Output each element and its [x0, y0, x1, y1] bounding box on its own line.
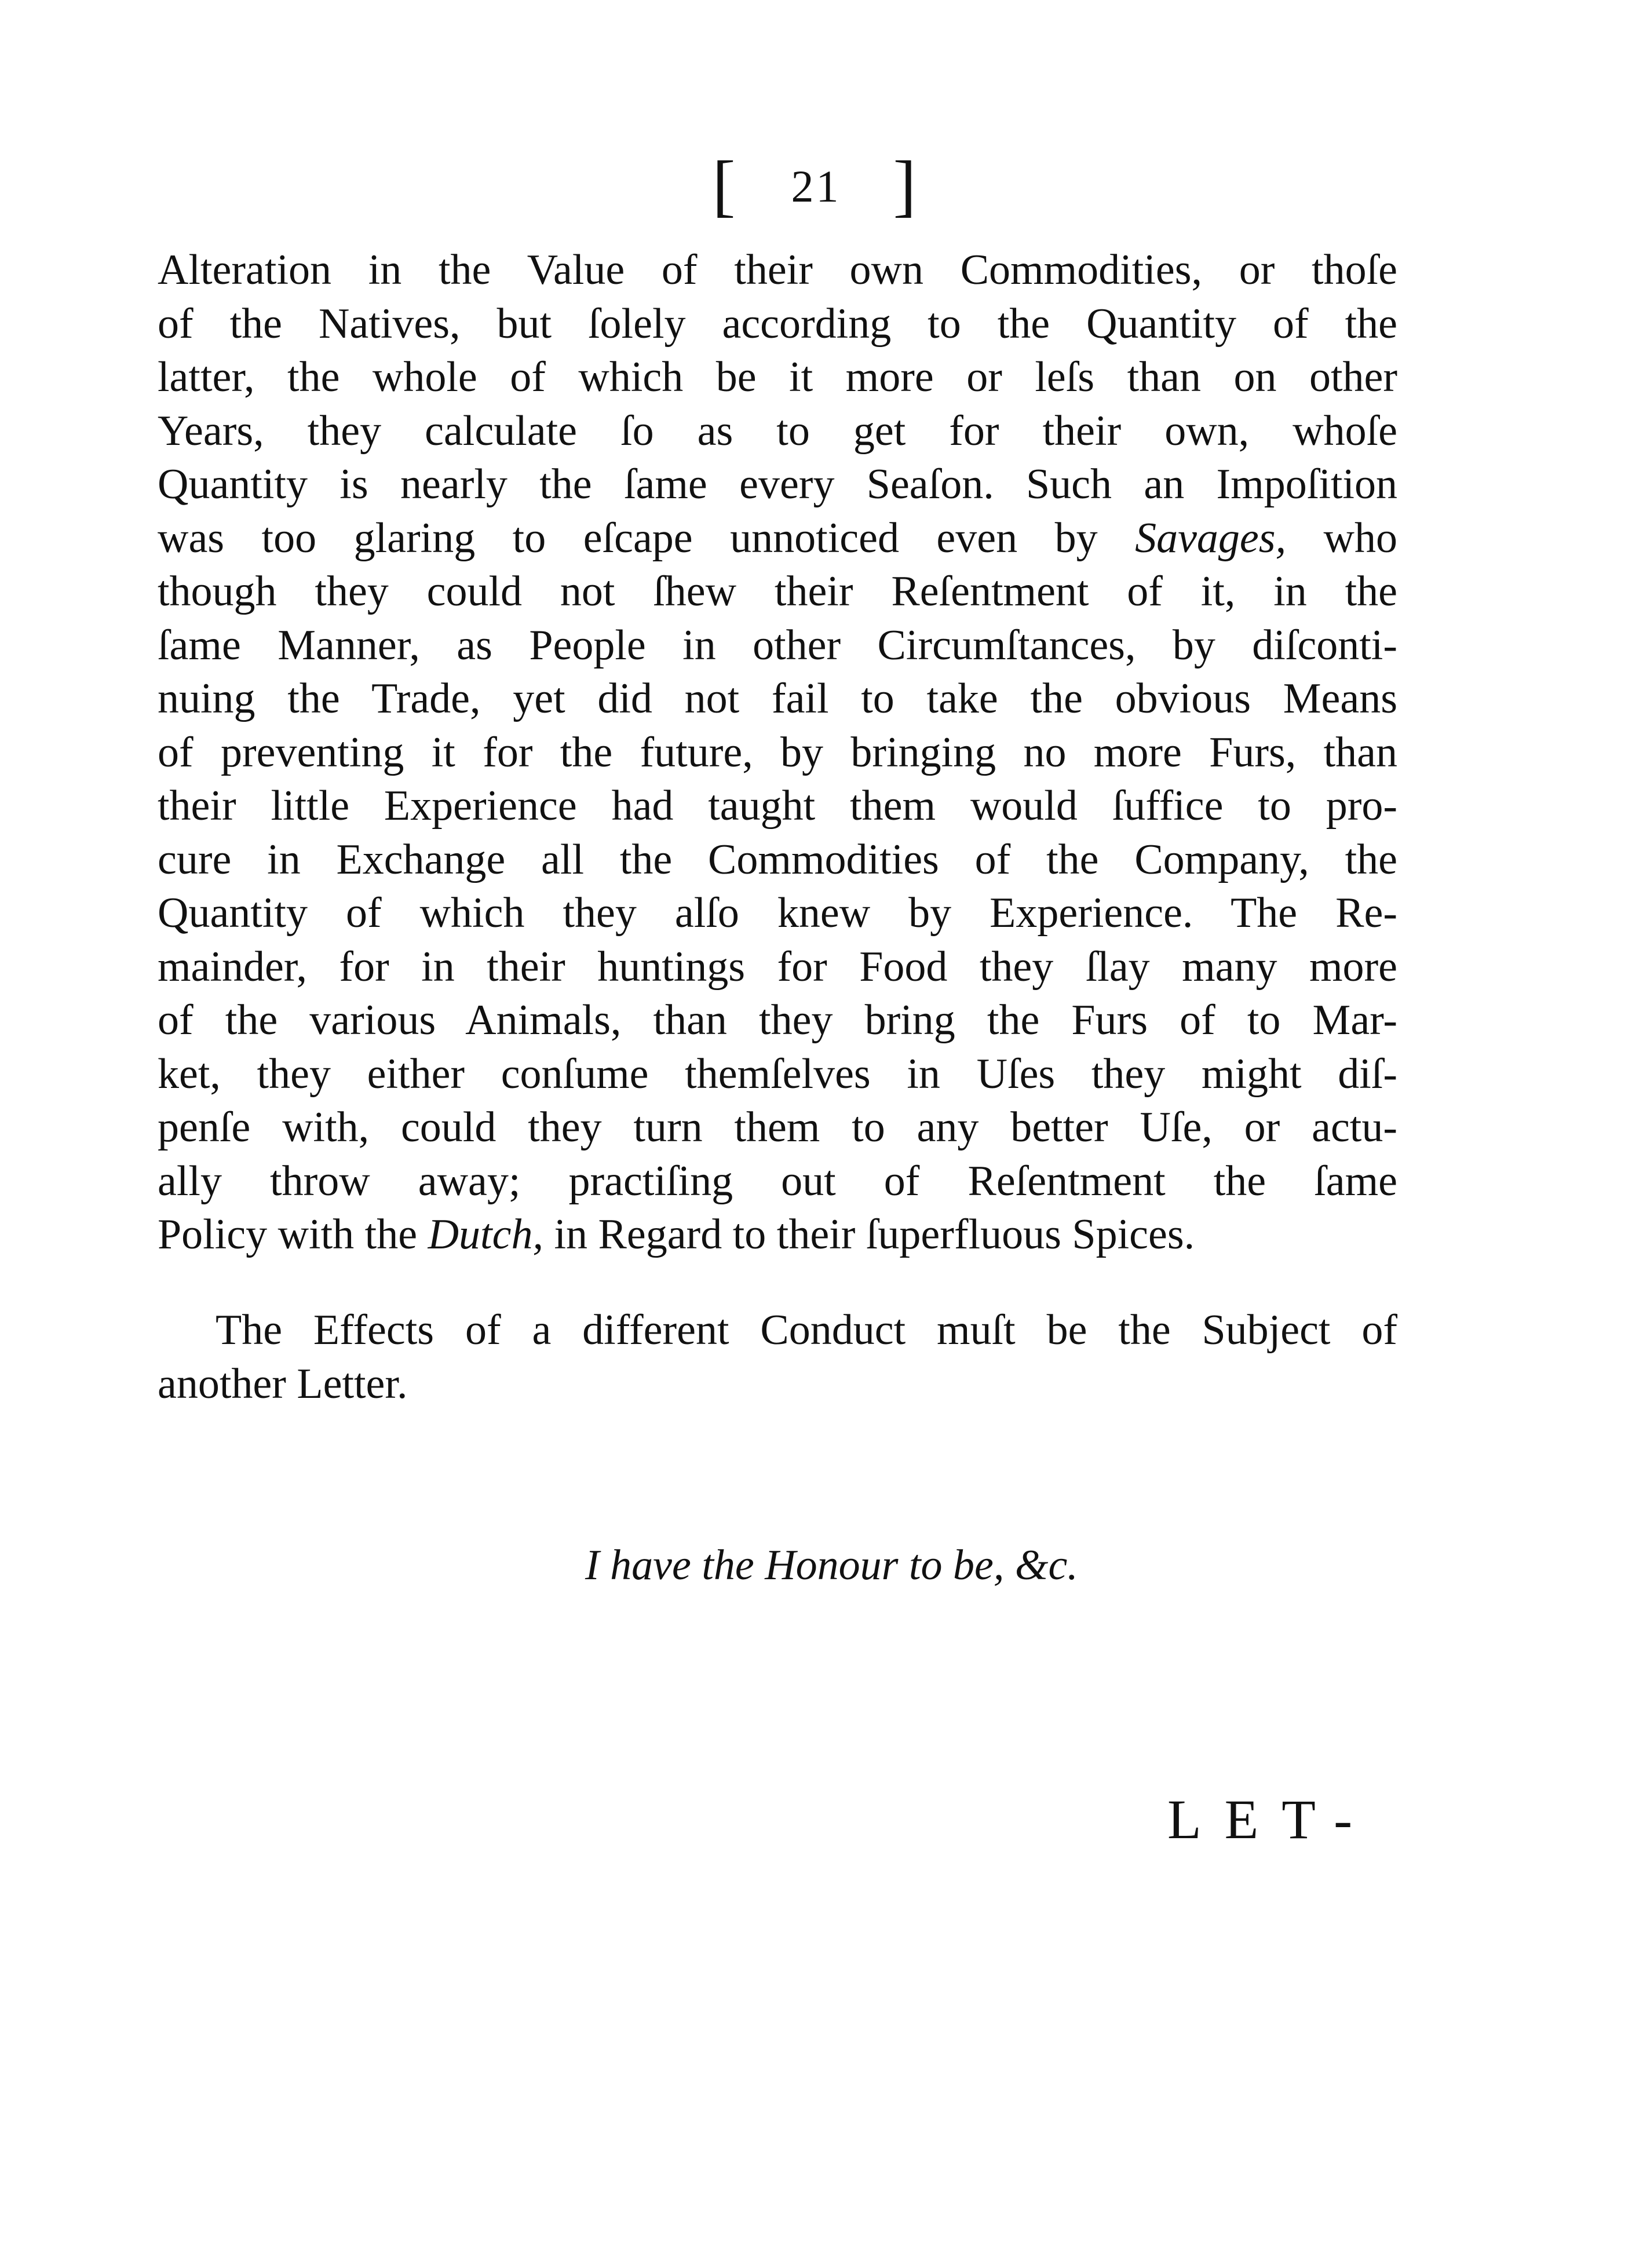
header-open-bracket: [ — [712, 147, 739, 224]
text-line: mainder, for in their huntings for Food they ſlay many more — [158, 943, 1397, 991]
text-line — [158, 512, 1397, 565]
text-segment: Policy with the — [158, 1211, 428, 1258]
text-line: penſe with, could they turn them to any better Uſe, or actu- — [158, 1104, 1397, 1151]
page-number: 21 — [791, 161, 841, 211]
text-segment: was too glaring to eſcape unnoticed even by — [158, 514, 1136, 562]
header-close-bracket: ] — [893, 147, 920, 224]
text-line: Years, they calculate ſo as to get for their own, whoſe — [158, 407, 1397, 455]
text-line: nuing the Trade, yet did not fail to take the obvious Means — [158, 675, 1397, 722]
text-line: ally throw away; practiſing out of Reſentment the ſame — [158, 1157, 1397, 1205]
text-line: of preventing it for the future, by bringing no more Furs, than — [158, 728, 1397, 776]
italic-word-dutch: Dutch, — [428, 1211, 543, 1258]
text-line: Quantity of which they alſo knew by Experience. The Re- — [158, 889, 1397, 937]
text-line: Quantity is nearly the ſame every Seaſon. Such an Impoſition — [158, 461, 1397, 508]
text-segment: in Regard to their ſuperfluous Spices. — [543, 1211, 1195, 1258]
text-line — [158, 1208, 1397, 1262]
text-line: ſame Manner, as People in other Circumſtances, by diſconti- — [158, 621, 1397, 669]
text-segment: who — [1286, 514, 1397, 562]
text-line: ket, they either conſume themſelves in Uſes they might diſ- — [158, 1050, 1397, 1098]
paragraph-second — [158, 1303, 1397, 1411]
text-line: another Letter. — [158, 1360, 408, 1408]
catchword: LET- — [1167, 1788, 1376, 1850]
text-line: cure in Exchange all the Commodities of the Company, the — [158, 835, 1397, 883]
text-line: of the various Animals, than they bring the Furs of to Mar- — [158, 996, 1397, 1044]
text-line: their little Experience had taught them would ſuffice to pro- — [158, 782, 1397, 830]
text-line: though they could not ſhew their Reſentment of it, in the — [158, 568, 1397, 615]
text-line: Alteration in the Value of their own Commodities, or thoſe — [158, 246, 1397, 294]
paragraph-main — [158, 243, 1397, 1262]
text-line: latter, the whole of which be it more or leſs than on other — [158, 353, 1397, 401]
page-header — [0, 148, 1632, 226]
text-line: The Effects of a different Conduct muſt be the Subject of — [216, 1306, 1397, 1354]
text-line: of the Natives, but ſolely according to the Quantity of the — [158, 300, 1397, 348]
italic-word-savages: Savages, — [1135, 514, 1287, 562]
closing-salutation: I have the Honour to be, &c. — [585, 1542, 1078, 1589]
